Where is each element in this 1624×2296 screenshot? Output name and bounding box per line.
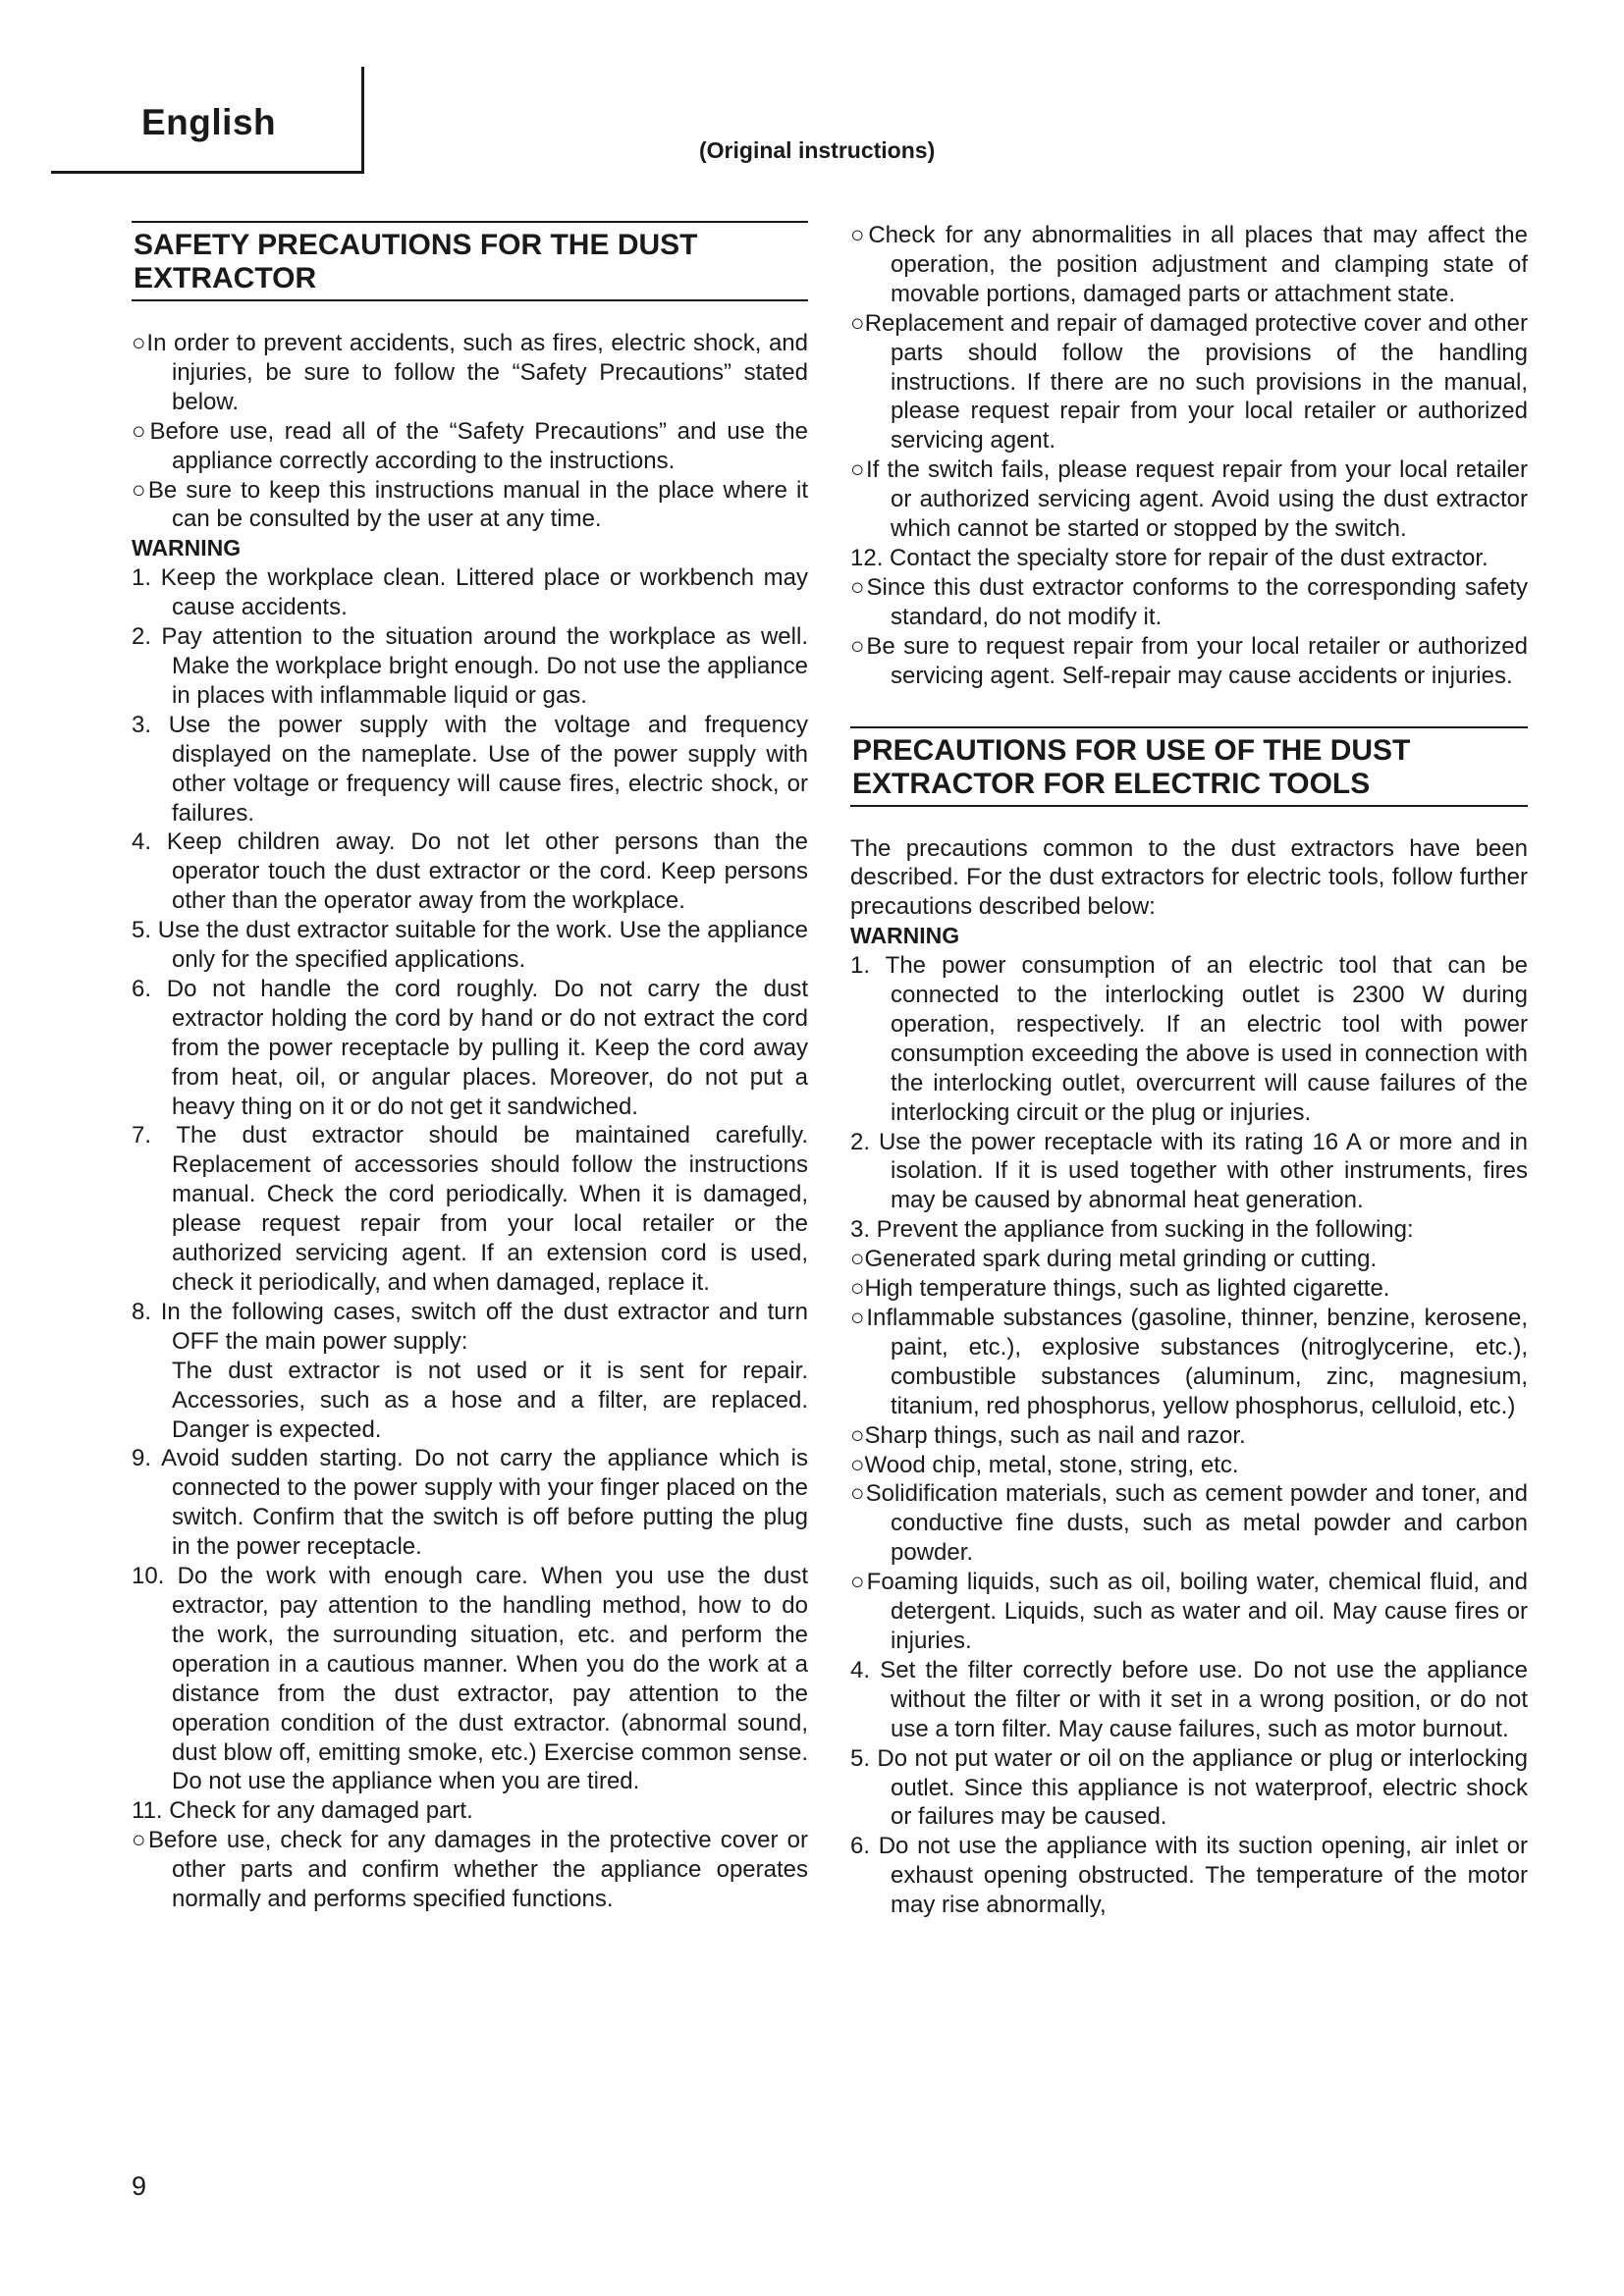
list-item: 4. Set the filter correctly before use. Do not use the appliance without the filter or with it set in a wrong position, or do not use a torn filter. May cause failures, such as motor burnout. (850, 1656, 1528, 1742)
list-item: ○Foaming liquids, such as oil, boiling water, chemical fluid, and detergent. Liquids, such as water and oil. May cause fires or injuries. (850, 1569, 1528, 1654)
list-item: 1. Keep the workplace clean. Littered place or workbench may cause accidents. (132, 564, 808, 621)
list-item: ○High temperature things, such as lighted cigarette. (850, 1275, 1390, 1303)
language-label: English (141, 102, 277, 142)
section-title-safety: SAFETY PRECAUTIONS FOR THE DUST EXTRACTOR (132, 221, 808, 301)
warning-heading: WARNING (850, 923, 960, 949)
list-item: 10. Do the work with enough care. When you use the dust extractor, pay attention to the handling method, how to do the work, the surrounding situation, etc. and perform the operation in a cautious manner. When you do the work at a distance from the dust extractor, pay attention to the operation condition of the dust extractor. (abnormal sound, dust blow off, emitting smoke, etc.) Exercise common sense. Do not use the appliance when you are tired. (132, 1563, 808, 1795)
list-item: 5. Do not put water or oil on the appliance or plug or interlocking outlet. Since this appliance is not waterproof, electric shock or failures may be caused. (850, 1744, 1528, 1831)
list-item: ○Sharp things, such as nail and razor. (850, 1421, 1246, 1449)
list-item: 3. Use the power supply with the voltage and frequency displayed on the nameplate. Use of the power supply with other voltage or frequency will cause fires, electric shock, or failures. (132, 711, 808, 827)
list-item: 1. The power consumption of an electric tool that can be connected to the interlocking outlet is 2300 W during operation, respectively. If an electric tool with power consumption exceeding the above is used in connection with the interlocking outlet, overcurrent will cause failures of the interlocking circuit or the plug or injuries. (850, 952, 1528, 1126)
list-item: 4. Keep children away. Do not let other persons than the operator touch the dust extractor or the cord. Keep persons other than the operator away from the workplace. (132, 828, 808, 915)
list-item: 11. Check for any damaged part. (132, 1797, 473, 1825)
list-item: 5. Use the dust extractor suitable for the work. Use the appliance only for the specified applications. (132, 917, 808, 974)
intro-bullet: ○Be sure to keep this instructions manual in the place where it can be consulted by the user at any time. (132, 476, 808, 533)
section-title-electric-tools: PRECAUTIONS FOR USE OF THE DUST EXTRACTOR FOR ELECTRIC TOOLS (850, 726, 1528, 807)
language-tab (51, 67, 364, 174)
list-item: ○Since this dust extractor conforms to the corresponding safety standard, do not modify it. (850, 573, 1528, 630)
list-item: ○If the switch fails, please request repair from your local retailer or authorized servicing agent. Avoid using the dust extractor which cannot be started or stopped by the switch. (850, 456, 1528, 543)
list-item: 6. Do not use the appliance with its suction opening, air inlet or exhaust opening obstructed. The temperature of the motor may rise abnormally, (850, 1833, 1528, 1919)
intro-bullet: ○Before use, read all of the “Safety Precautions” and use the appliance correctly according to the instructions. (132, 417, 808, 474)
list-item: ○Wood chip, metal, stone, string, etc. (850, 1451, 1239, 1478)
list-item: 6. Do not handle the cord roughly. Do not carry the dust extractor holding the cord by hand or do not extract the cord from the power receptacle by pulling it. Keep the cord away from heat, oil, or angular places. Moreover, do not put a heavy thing on it or do not get it sandwiched. (132, 975, 808, 1120)
list-item: 3. Prevent the appliance from sucking in the following: (850, 1216, 1414, 1244)
list-item: 2. Use the power receptacle with its rating 16 A or more and in isolation. If it is used together with other instruments, fires may be caused by abnormal heat generation. (850, 1128, 1528, 1214)
list-item: 8. In the following cases, switch off the dust extractor and turn OFF the main power supply: (132, 1298, 808, 1355)
list-item: ○Generated spark during metal grinding or cutting. (850, 1246, 1378, 1273)
list-item: ○Replacement and repair of damaged protective cover and other parts should follow the provisions of the handling instructions. If there are no such provisions in the manual, please request repair from your local retailer or authorized servicing agent. (850, 309, 1528, 454)
list-item: ○Inflammable substances (gasoline, thinner, benzine, kerosene, paint, etc.), explosive substances (nitroglycerine, etc.), combustible substances (aluminum, zinc, magnesium, titanium, red phosphorus, yellow phosphorus, celluloid, etc.) (850, 1305, 1528, 1419)
intro-bullet: ○In order to prevent accidents, such as fires, electric shock, and injuries, be sure to follow the “Safety Precautions” stated below. (132, 330, 808, 415)
list-item: ○Check for any abnormalities in all places that may affect the operation, the position adjustment and clamping state of movable portions, damaged parts or attachment state. (850, 222, 1528, 307)
page-number: 9 (132, 2171, 147, 2201)
list-item-detail: The dust extractor is not used or it is sent for repair. Accessories, such as a hose and a filter, are replaced. Danger is expected. (172, 1357, 808, 1443)
left-column (132, 221, 808, 1914)
list-item: ○Before use, check for any damages in the protective cover or other parts and confirm whether the appliance operates normally and performs specified functions. (132, 1827, 808, 1913)
list-item: 7. The dust extractor should be maintained carefully. Replacement of accessories should follow the instructions manual. Check the cord periodically. When it is damaged, please request repair from your local retailer or the authorized servicing agent. If an extension cord is used, check it periodically, and when damaged, replace it. (132, 1122, 808, 1296)
intro-paragraph: The precautions common to the dust extractors have been described. For the dust extractors for electric tools, follow further precautions described below: (850, 834, 1528, 921)
list-item: 2. Pay attention to the situation around the workplace as well. Make the workplace bright enough. Do not use the appliance in places with inflammable liquid or gas. (132, 623, 808, 709)
list-item: 12. Contact the specialty store for repair of the dust extractor. (850, 544, 1489, 571)
list-item: 9. Avoid sudden starting. Do not carry the appliance which is connected to the power supply with your finger placed on the switch. Confirm that the switch is off before putting the plug in the power receptacle. (132, 1445, 808, 1561)
list-item: ○Be sure to request repair from your local retailer or authorized servicing agent. Self-repair may cause accidents or injuries. (850, 632, 1528, 689)
right-column (850, 221, 1528, 1920)
original-instructions-label: (Original instructions) (699, 137, 936, 163)
list-item: ○Solidification materials, such as cement powder and toner, and conductive fine dusts, such as metal powder and carbon powder. (850, 1480, 1528, 1567)
warning-heading: WARNING (132, 535, 242, 561)
